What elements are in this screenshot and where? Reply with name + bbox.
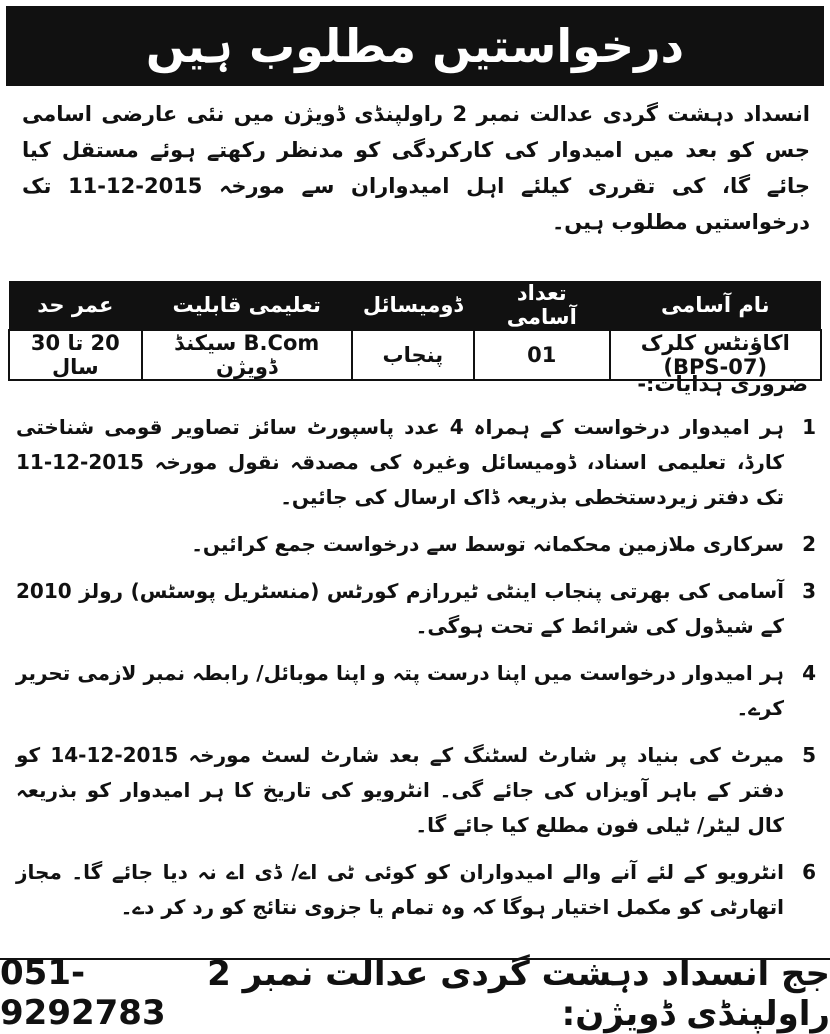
list-item [16, 656, 816, 726]
footer-contact [0, 953, 830, 1034]
header-count: تعداد آسامی [474, 281, 610, 330]
note-text: انٹرویو کے لئے آنے والے امیدواران کو کوئی ٹی اے/ ڈی اے نہ دیا جائے گا۔ مجاز اتھارٹی کو مکمل اختیار ہوگا کہ وہ تمام یا جزوی نتائج کو رد کر دے۔ [16, 860, 784, 919]
notes-list [16, 410, 816, 937]
note-number: 1 [802, 415, 816, 439]
list-item [16, 574, 816, 644]
header-post: نام آسامی [610, 281, 821, 330]
note-text: میرٹ کی بنیاد پر شارٹ لسٹنگ کے بعد شارٹ لسٹ مورخہ 2015-12-14 کو دفتر کے باہر آویزاں کی جائے گی۔ انٹرویو کی تاریخ کا ہر امیدوار کو بذریعہ کال لیٹر/ ٹیلی فون مطلع کیا جائے گا۔ [16, 743, 785, 837]
note-number: 4 [802, 661, 816, 685]
ad-title: درخواستیں مطلوب ہیں [6, 6, 824, 86]
footer-text: جج انسداد دہشت گردی عدالت نمبر 2 راولپنڈی ڈویژن: [207, 953, 830, 1034]
header-age: عمر حد [9, 281, 142, 330]
header-domicile: ڈومیسائل [352, 281, 474, 330]
notes-heading: ضروری ہدایات:- [637, 372, 808, 396]
list-item [16, 410, 816, 515]
header-qualification: تعلیمی قابلیت [142, 281, 352, 330]
cell-count: 01 [474, 330, 610, 380]
positions-table [8, 281, 822, 381]
note-number: 2 [802, 532, 816, 556]
intro-text: انسداد دہشت گردی عدالت نمبر 2 راولپنڈی ڈویژن میں نئی عارضی اسامی جس کو بعد میں امیدوار کی کارکردگی کو مدنظر رکھتے ہوئے مستقل کیا جائے گا، کی تقرری کیلئے اہل امیدواران سے مورخہ 2015-12-11 تک درخواستیں مطلوب ہیں۔ [22, 102, 810, 234]
note-number: 6 [802, 860, 816, 884]
note-text: آسامی کی بھرتی پنجاب اینٹی ٹیررازم کورٹس (منسٹریل پوسٹس) رولز 2010 کے شیڈول کی شرائط کے تحت ہوگی۔ [16, 579, 784, 638]
list-item [16, 738, 816, 843]
note-text: سرکاری ملازمین محکمانہ توسط سے درخواست جمع کرائیں۔ [191, 532, 784, 556]
note-number: 3 [802, 579, 816, 603]
footer-phone: 051-9292783 [0, 953, 166, 1033]
cell-post: اکاؤنٹس کلرک (BPS-07) [610, 330, 821, 380]
cell-domicile: پنجاب [352, 330, 474, 380]
cell-qualification: B.Com سیکنڈ ڈویژن [142, 330, 352, 380]
note-text: ہر امیدوار درخواست کے ہمراہ 4 عدد پاسپورٹ سائز تصاویر قومی شناختی کارڈ، تعلیمی اسناد، ڈومیسائل وغیرہ کی مصدقہ نقول مورخہ 2015-12-11 تک دفتر زیردستخطی بذریعہ ڈاک ارسال کی جائیں۔ [16, 415, 784, 509]
note-number: 5 [802, 743, 816, 767]
table-header-row [9, 281, 821, 330]
note-text: ہر امیدوار درخواست میں اپنا درست پتہ و اپنا موبائل/ رابطہ نمبر لازمی تحریر کرے۔ [16, 661, 784, 720]
intro-paragraph [22, 96, 810, 240]
cell-age: 20 تا 30 سال [9, 330, 142, 380]
list-item [16, 527, 816, 562]
list-item [16, 855, 816, 925]
